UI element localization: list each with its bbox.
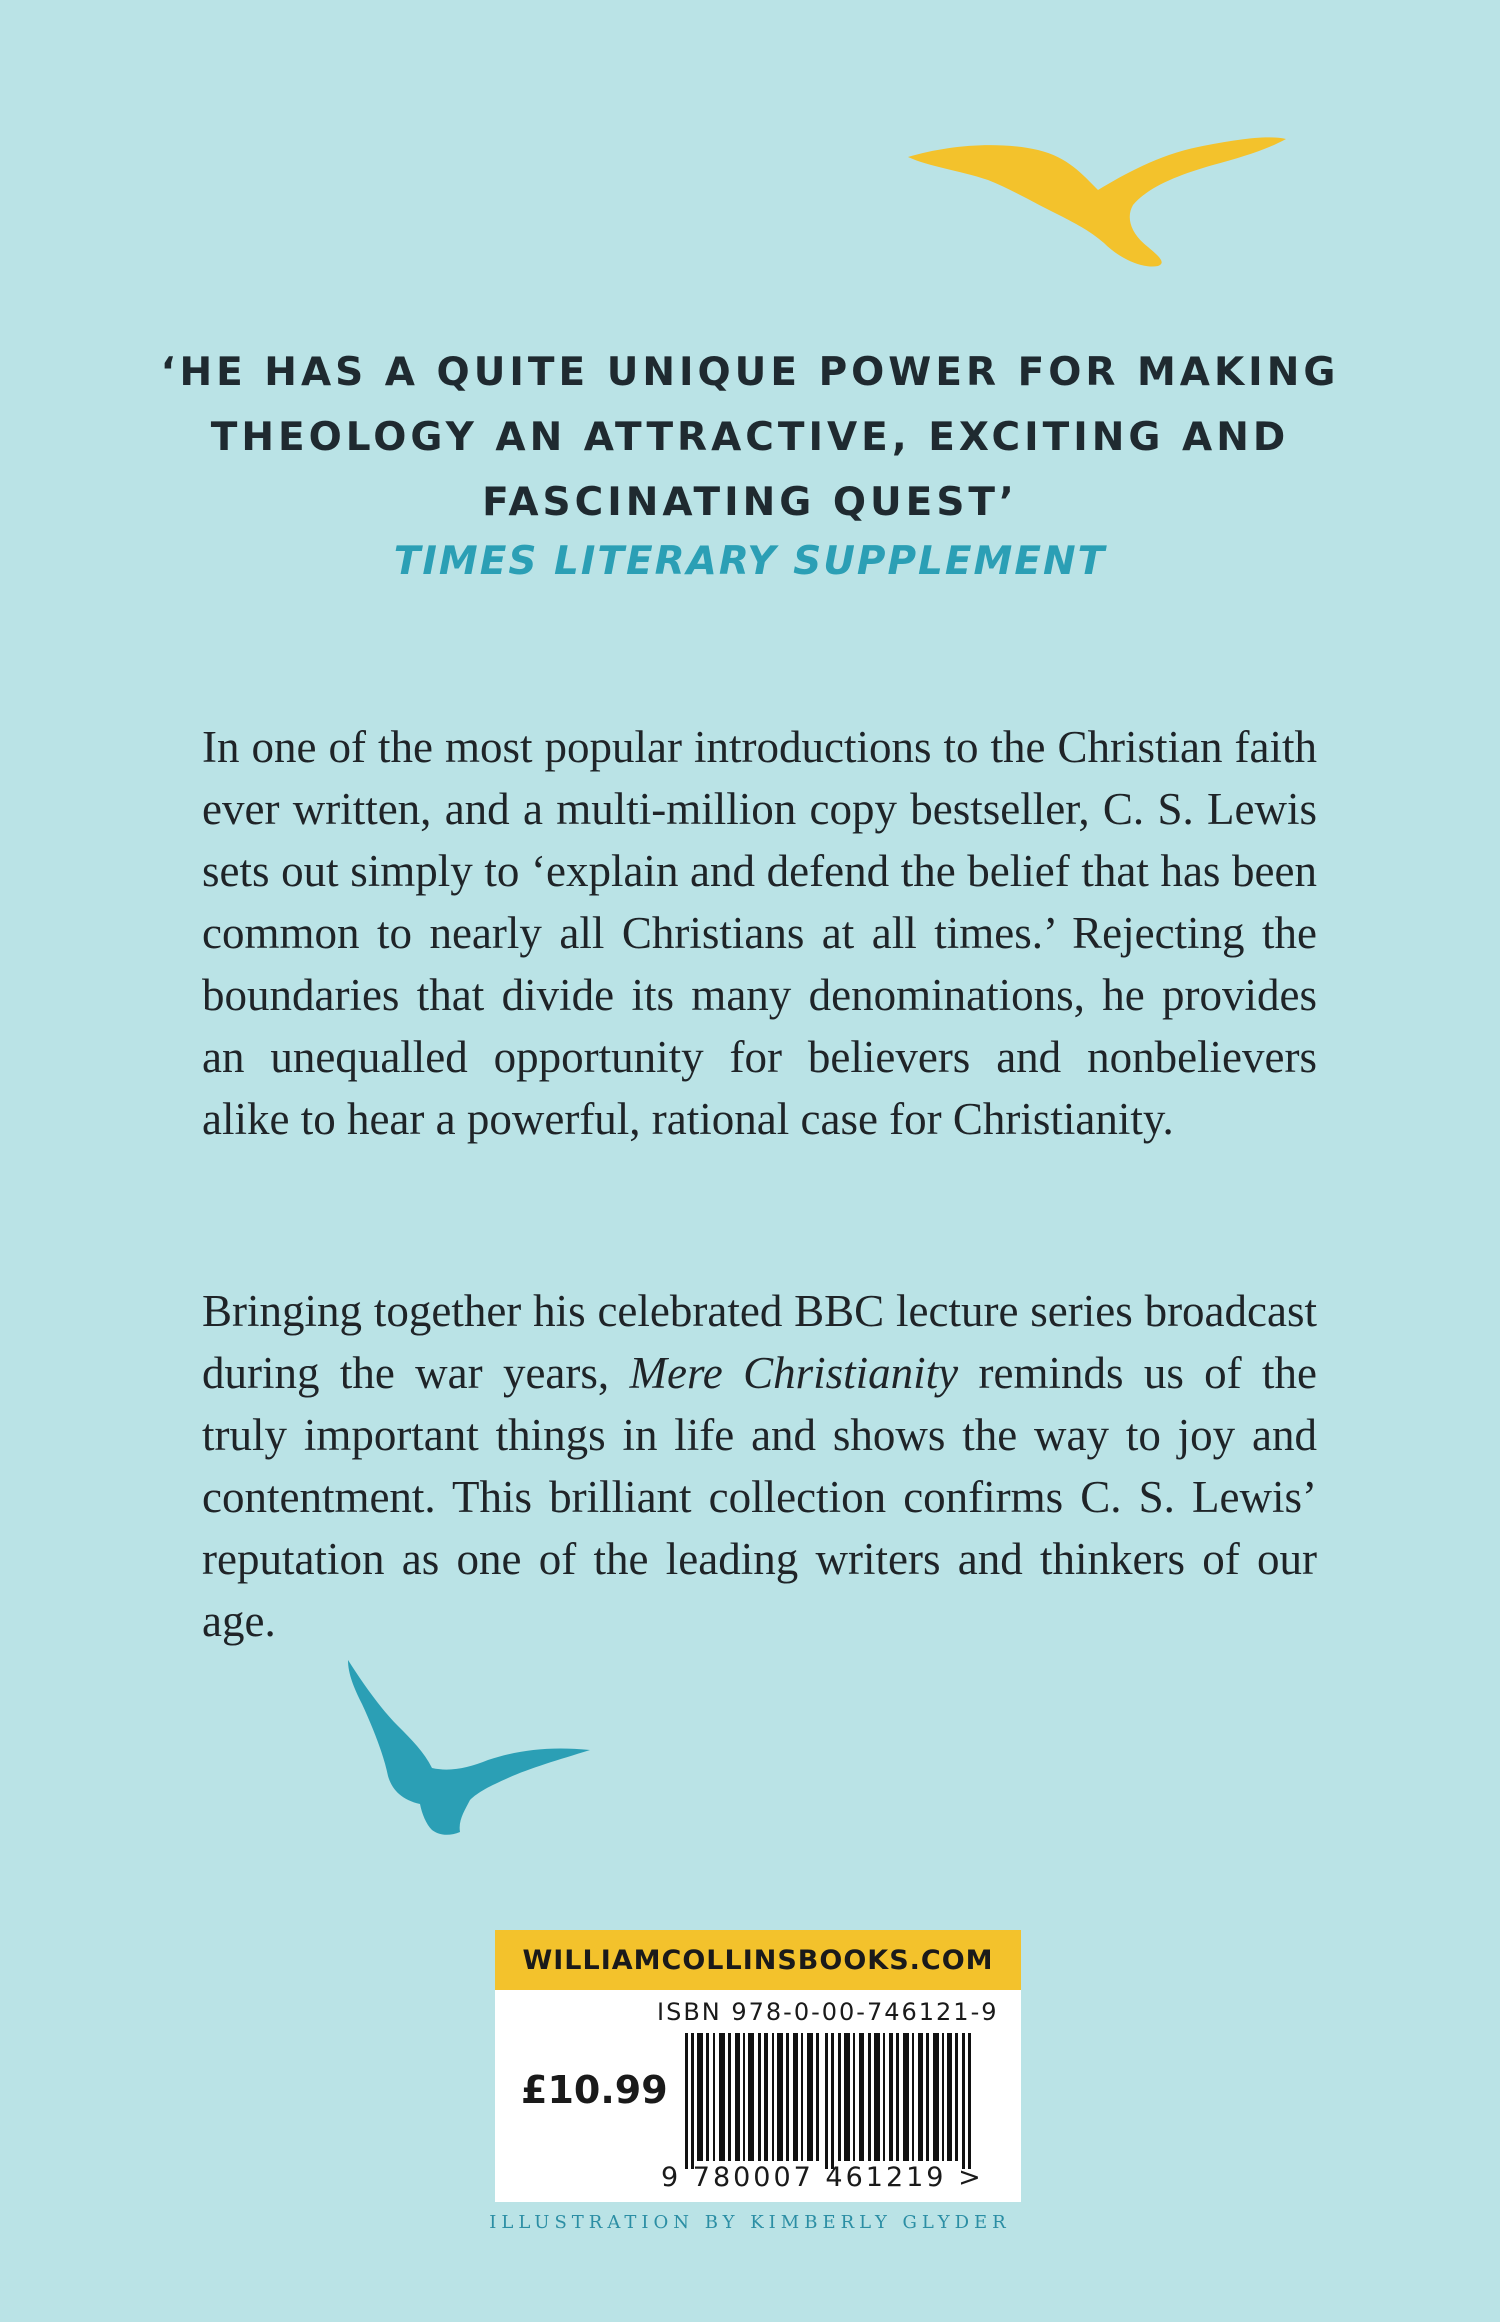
- blurb-text: reminds us of the truly important things in life and shows the way to joy and contentment. This brilliant collection confirms C. S. Lewis’ reputation as one of the leading writers and thinkers of our age.: [202, 1348, 1317, 1646]
- barcode-icon: [685, 2033, 985, 2169]
- blurb-text: Bringing together his celebrated BBC lecture series broadcast during the war years,: [202, 1286, 1317, 1398]
- price: £10.99: [521, 2068, 668, 2112]
- blurb-paragraph-1: In one of the most popular introductions to the Christian faith ever written, and a multi-million copy bestseller, C. S. Lewis sets out simply to ‘explain and defend the belief that has been common to nearly all Christians at all times.’ Rejecting the boundaries that divide its many denominations, he provides an unequalled opportunity for believers and nonbelievers alike to hear a powerful, rational case for Christianity.: [202, 722, 1317, 1144]
- quote-source: TIMES LITERARY SUPPLEMENT: [393, 539, 1107, 584]
- quote-line: FASCINATING QUEST’: [482, 480, 1018, 525]
- book-title: Mere Christianity: [629, 1348, 959, 1398]
- illustration-credit: ILLUSTRATION BY KIMBERLY GLYDER: [489, 2212, 1011, 2233]
- quote-line: THEOLOGY AN ATTRACTIVE, EXCITING AND: [210, 415, 1290, 460]
- barcode-panel: [495, 1930, 1021, 2202]
- quote-line: ‘HE HAS A QUITE UNIQUE POWER FOR MAKING: [160, 350, 1340, 395]
- publisher-website[interactable]: WILLIAMCOLLINSBOOKS.COM: [495, 1930, 1021, 1990]
- teal-bird-icon: [340, 1660, 590, 1840]
- yellow-bird-icon: [908, 135, 1288, 270]
- isbn-number: ISBN 978-0-00-746121-9: [657, 1998, 999, 2026]
- quote: [150, 340, 1350, 535]
- blurb-paragraph-2: [202, 1280, 1317, 1652]
- barcode-digits: 9 780007 461219 >: [661, 2162, 984, 2193]
